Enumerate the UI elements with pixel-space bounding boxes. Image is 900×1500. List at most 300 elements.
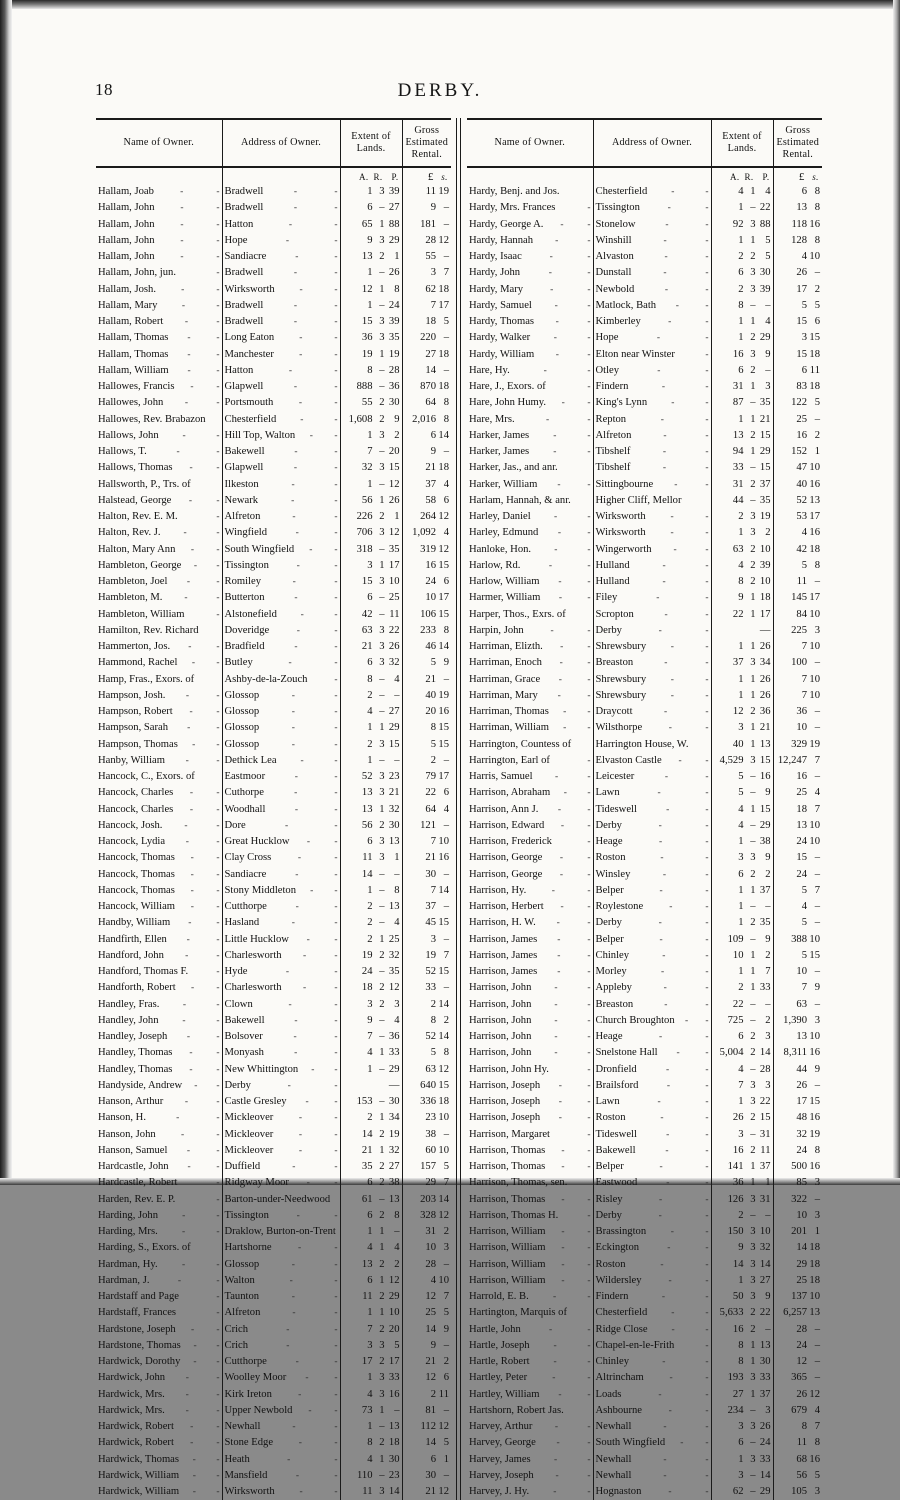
owner-name-text: Hampson, Robert <box>98 706 173 718</box>
extent-roods: 1 <box>379 494 385 506</box>
owner-name-text: Hammerton, Jos. <box>98 641 171 653</box>
table-row[interactable] <box>467 932 822 948</box>
owner-address-cell <box>593 720 711 736</box>
table-row[interactable] <box>467 330 822 346</box>
table-row[interactable] <box>467 379 822 395</box>
table-row[interactable] <box>467 1354 822 1370</box>
table-row[interactable] <box>96 395 451 411</box>
rental-shillings: 4 <box>814 1404 820 1416</box>
table-row[interactable] <box>467 265 822 281</box>
table-row[interactable] <box>96 1240 451 1256</box>
rental-shillings: 2 <box>443 1226 449 1238</box>
table-row[interactable] <box>96 1029 451 1045</box>
table-row[interactable] <box>96 217 451 233</box>
rental-pounds: 63 <box>425 1063 436 1075</box>
table-row[interactable] <box>96 298 451 314</box>
table-row[interactable] <box>467 217 822 233</box>
table-row[interactable] <box>96 899 451 915</box>
table-row[interactable] <box>467 769 822 785</box>
table-row[interactable] <box>96 607 451 623</box>
table-row[interactable] <box>467 980 822 996</box>
table-row[interactable] <box>96 558 451 574</box>
owner-address-text: Newark <box>224 494 259 506</box>
owner-address-text: Glossop <box>224 738 260 750</box>
owner-name-text: Hartley, William <box>469 1388 540 1400</box>
table-row[interactable] <box>467 737 822 753</box>
leader-dash: - <box>587 430 591 441</box>
leader-dash: - <box>191 658 196 669</box>
extent-of-lands-cell <box>340 1484 402 1500</box>
table-row[interactable] <box>467 1484 822 1500</box>
rental-pounds: 12,247 <box>777 754 807 766</box>
owner-name-text: Harrison, Herbert <box>469 901 544 913</box>
extent-perches: 10 <box>759 576 771 588</box>
table-row[interactable] <box>96 428 451 444</box>
rental-pounds: 8,311 <box>783 1047 807 1059</box>
table-row[interactable] <box>96 1078 451 1094</box>
gross-estimated-rental-cell <box>773 623 822 639</box>
table-row[interactable] <box>467 1175 822 1191</box>
leader-dash: - <box>663 1454 667 1465</box>
owner-address-text: Ashby-de-la-Zouch <box>224 673 308 685</box>
table-row[interactable] <box>467 347 822 363</box>
extent-roods: 2 <box>750 478 756 490</box>
table-row[interactable] <box>467 1062 822 1078</box>
table-row[interactable] <box>96 444 451 460</box>
owner-name-cell <box>96 1419 222 1435</box>
table-row[interactable] <box>467 542 822 558</box>
table-row[interactable] <box>467 1338 822 1354</box>
table-row[interactable] <box>467 1387 822 1403</box>
leader-dash: - <box>334 430 338 441</box>
owner-name-cell <box>467 785 593 801</box>
table-row[interactable] <box>96 1289 451 1305</box>
rental-pounds: 53 <box>796 511 807 523</box>
table-row[interactable] <box>96 1143 451 1159</box>
table-row[interactable] <box>96 672 451 688</box>
table-row[interactable] <box>96 1338 451 1354</box>
gross-estimated-rental-cell <box>402 1468 451 1484</box>
rental-pounds: 14 <box>425 364 436 376</box>
table-row[interactable] <box>467 704 822 720</box>
owner-name-text: Harrison, William <box>469 1274 546 1286</box>
column-header-rental-line1: Gross <box>414 125 440 136</box>
leader-dash: - <box>334 1405 338 1416</box>
table-row[interactable] <box>467 363 822 379</box>
rental-shillings: 13 <box>809 494 820 506</box>
table-row[interactable] <box>467 1257 822 1273</box>
owner-name-text: Harrison, Edward <box>469 819 545 831</box>
table-row[interactable] <box>467 395 822 411</box>
table-row[interactable] <box>96 493 451 509</box>
owner-address-text: Bradwell <box>224 202 264 214</box>
table-row[interactable] <box>467 444 822 460</box>
table-row[interactable] <box>467 298 822 314</box>
table-row[interactable] <box>96 867 451 883</box>
table-row[interactable] <box>96 915 451 931</box>
gross-estimated-rental-cell <box>773 395 822 411</box>
extent-perches: 4 <box>394 1242 400 1254</box>
table-row[interactable] <box>467 899 822 915</box>
table-row[interactable] <box>467 1192 822 1208</box>
table-row[interactable] <box>467 590 822 606</box>
table-row[interactable] <box>467 282 822 298</box>
owner-name-text: Hartle, John <box>469 1323 521 1335</box>
rental-shillings: 10 <box>809 1031 820 1043</box>
column-header-name: Name of Owner. <box>494 137 565 149</box>
table-row[interactable] <box>96 1322 451 1338</box>
table-row[interactable] <box>96 1094 451 1110</box>
extent-acres: 725 <box>727 1014 744 1026</box>
owner-address-cell <box>593 948 711 964</box>
table-row[interactable] <box>96 1208 451 1224</box>
table-row[interactable] <box>96 233 451 249</box>
table-row[interactable] <box>96 688 451 704</box>
table-row[interactable] <box>467 1322 822 1338</box>
leader-dash: - <box>294 642 298 653</box>
table-row[interactable] <box>96 460 451 476</box>
leader-dash: - <box>292 1422 296 1433</box>
extent-roods: – <box>750 819 756 831</box>
table-row[interactable] <box>467 1370 822 1386</box>
extent-acres: 1 <box>367 1421 373 1433</box>
owner-address-cell <box>593 412 711 428</box>
leader-dash: - <box>184 1097 188 1108</box>
extent-of-lands-cell <box>340 1224 402 1240</box>
leader-dash: - <box>216 1064 220 1075</box>
table-row[interactable] <box>96 184 451 200</box>
unit-blank-address <box>222 168 340 184</box>
owner-address-text: Bakewell <box>224 446 265 458</box>
table-row[interactable] <box>96 1110 451 1126</box>
table-row[interactable] <box>467 1305 822 1321</box>
table-row[interactable] <box>467 412 822 428</box>
table-row[interactable] <box>96 1305 451 1321</box>
table-row[interactable] <box>96 282 451 298</box>
table-row[interactable] <box>467 233 822 249</box>
table-row[interactable] <box>96 314 451 330</box>
rental-pounds: 5 <box>801 559 807 571</box>
table-row[interactable] <box>96 834 451 850</box>
table-row[interactable] <box>96 964 451 980</box>
table-row[interactable] <box>96 785 451 801</box>
leader-dash: - <box>334 577 338 588</box>
table-row[interactable] <box>467 1452 822 1468</box>
rental-shillings: 12 <box>438 543 449 555</box>
extent-of-lands-cell <box>340 1240 402 1256</box>
table-row[interactable] <box>96 1484 451 1500</box>
table-row[interactable] <box>96 818 451 834</box>
owner-address-text: Stone Edge <box>224 1437 274 1449</box>
owner-address-text: Glapwell <box>224 381 264 393</box>
table-row[interactable] <box>96 1370 451 1386</box>
owner-address-text: Bradwell <box>224 267 264 279</box>
rental-shillings: – <box>443 251 449 263</box>
table-row[interactable] <box>467 802 822 818</box>
gross-estimated-rental-cell <box>402 997 451 1013</box>
table-row[interactable] <box>467 1240 822 1256</box>
extent-roods: 2 <box>750 1031 756 1043</box>
leader-dash: - <box>666 1080 671 1091</box>
table-row[interactable] <box>96 574 451 590</box>
owner-name-text: Hardy, Thomas <box>469 316 535 328</box>
extent-of-lands-cell <box>711 1208 773 1224</box>
rental-pounds: 319 <box>420 543 436 555</box>
owner-name-text: Harrold, E. B. <box>469 1291 529 1303</box>
table-row[interactable] <box>96 639 451 655</box>
leader-dash: - <box>561 1162 565 1173</box>
table-row[interactable] <box>467 1127 822 1143</box>
table-row[interactable] <box>96 704 451 720</box>
owner-name-text: Harriman, Thomas <box>469 706 549 718</box>
table-row[interactable] <box>96 412 451 428</box>
table-row[interactable] <box>467 1110 822 1126</box>
owner-address-cell <box>593 477 711 493</box>
table-row[interactable] <box>96 509 451 525</box>
owner-address-cell <box>222 850 340 866</box>
leader-dash: - <box>334 1048 338 1059</box>
table-row[interactable] <box>96 200 451 216</box>
leader-dash: - <box>705 187 709 198</box>
rental-shillings: – <box>443 1469 449 1481</box>
leader-dash: - <box>334 187 338 198</box>
extent-roods: 2 <box>750 1307 756 1319</box>
owner-address-cell <box>593 623 711 639</box>
table-row[interactable] <box>467 883 822 899</box>
owner-address-cell <box>222 623 340 639</box>
table-row[interactable] <box>467 1403 822 1419</box>
table-row[interactable] <box>467 525 822 541</box>
table-row[interactable] <box>96 1127 451 1143</box>
rental-pounds: 13 <box>796 202 807 214</box>
owner-address-text: Shrewsbury <box>595 689 647 701</box>
table-row[interactable] <box>96 850 451 866</box>
table-row[interactable] <box>96 802 451 818</box>
table-row[interactable] <box>96 1159 451 1175</box>
table-row[interactable] <box>467 558 822 574</box>
table-row[interactable] <box>96 932 451 948</box>
owner-name-text: Hardy, William <box>469 348 535 360</box>
extent-roods: – <box>379 1063 385 1075</box>
table-row[interactable] <box>467 607 822 623</box>
table-row[interactable] <box>467 477 822 493</box>
leader-dash: - <box>705 365 709 376</box>
owner-address-cell <box>222 460 340 476</box>
table-row[interactable] <box>467 1208 822 1224</box>
owner-name-text: Hancock, C., Exors. of <box>98 771 195 783</box>
table-row[interactable] <box>467 574 822 590</box>
table-row[interactable] <box>96 1013 451 1029</box>
table-row[interactable] <box>96 1387 451 1403</box>
leader-dash: - <box>705 203 709 214</box>
table-row[interactable] <box>467 1273 822 1289</box>
table-row[interactable] <box>96 363 451 379</box>
table-row[interactable] <box>467 688 822 704</box>
table-row[interactable] <box>96 590 451 606</box>
owner-name-text: Handby, William <box>98 917 171 929</box>
table-row[interactable] <box>467 428 822 444</box>
table-row[interactable] <box>96 1175 451 1191</box>
table-row[interactable] <box>467 639 822 655</box>
table-row[interactable] <box>467 1013 822 1029</box>
owner-name-text: Harker, James <box>469 429 530 441</box>
extent-of-lands-cell <box>711 395 773 411</box>
table-row[interactable] <box>96 330 451 346</box>
leader-dash: - <box>587 658 591 669</box>
table-row[interactable] <box>96 997 451 1013</box>
rental-pounds: 328 <box>420 1209 436 1221</box>
owner-address-cell <box>593 298 711 314</box>
owner-name-cell <box>96 883 222 899</box>
table-row[interactable] <box>467 850 822 866</box>
table-row[interactable] <box>467 753 822 769</box>
table-row[interactable] <box>467 997 822 1013</box>
table-row[interactable] <box>96 753 451 769</box>
table-row[interactable] <box>96 1062 451 1078</box>
table-row[interactable] <box>467 655 822 671</box>
table-row[interactable] <box>96 737 451 753</box>
table-row[interactable] <box>96 1224 451 1240</box>
owner-address-text: Mickleover <box>224 1144 274 1156</box>
leader-dash: - <box>185 755 189 766</box>
table-row[interactable] <box>96 249 451 265</box>
table-row[interactable] <box>467 1159 822 1175</box>
table-row[interactable] <box>96 980 451 996</box>
gross-estimated-rental-cell <box>773 980 822 996</box>
owner-name-text: Hardwick, Mrs. <box>98 1404 165 1416</box>
table-row[interactable] <box>96 1192 451 1208</box>
extent-perches: 88 <box>388 218 400 230</box>
column-header-rental-line3: Rental. <box>411 149 443 161</box>
table-row[interactable] <box>96 1273 451 1289</box>
gross-estimated-rental-cell <box>773 1127 822 1143</box>
extent-of-lands-cell <box>340 1354 402 1370</box>
leader-dash: - <box>291 1292 295 1303</box>
table-row[interactable] <box>96 655 451 671</box>
owner-name-cell <box>96 395 222 411</box>
leader-dash: - <box>705 235 709 246</box>
leader-dash: - <box>181 300 186 311</box>
owner-address-text: Chesterfield <box>595 186 648 198</box>
table-row[interactable] <box>96 542 451 558</box>
leader-dash: - <box>298 1145 302 1156</box>
table-row[interactable] <box>467 1468 822 1484</box>
leader-dash: - <box>189 788 193 799</box>
table-row[interactable] <box>467 509 822 525</box>
table-row[interactable] <box>467 1094 822 1110</box>
table-row[interactable] <box>96 379 451 395</box>
extent-perches: 14 <box>759 1258 771 1270</box>
table-row[interactable] <box>467 1078 822 1094</box>
owner-address-text: Leicester <box>595 771 635 783</box>
table-row[interactable] <box>467 623 822 639</box>
table-row[interactable] <box>96 1419 451 1435</box>
table-row[interactable] <box>96 265 451 281</box>
table-row[interactable] <box>467 184 822 200</box>
table-row[interactable] <box>96 883 451 899</box>
owner-name-cell <box>467 542 593 558</box>
table-row[interactable] <box>467 915 822 931</box>
table-row[interactable] <box>467 1289 822 1305</box>
extent-roods: 3 <box>379 657 385 669</box>
table-row[interactable] <box>467 1045 822 1061</box>
leader-dash: - <box>334 398 338 409</box>
leader-dash: - <box>587 365 591 376</box>
table-row[interactable] <box>467 460 822 476</box>
table-row[interactable] <box>467 818 822 834</box>
table-row[interactable] <box>467 249 822 265</box>
leader-dash: - <box>216 203 220 214</box>
table-row[interactable] <box>96 720 451 736</box>
owner-name-text: Harrison, Margaret <box>469 1128 550 1140</box>
table-row[interactable] <box>467 867 822 883</box>
table-row[interactable] <box>96 477 451 493</box>
table-row[interactable] <box>96 1045 451 1061</box>
table-row[interactable] <box>96 1435 451 1451</box>
owner-address-text: Winshill <box>595 234 632 246</box>
leader-dash: - <box>705 398 709 409</box>
extent-perches: 26 <box>759 673 771 685</box>
owner-name-text: Hallam, Thomas <box>98 332 169 344</box>
owner-name-text: Harriman, Grace <box>469 673 541 685</box>
table-row[interactable] <box>96 1468 451 1484</box>
owner-name-text: Hardy, Benj. and Jos. <box>469 186 560 198</box>
table-row[interactable] <box>467 785 822 801</box>
gross-estimated-rental-cell <box>402 265 451 281</box>
table-row[interactable] <box>467 1143 822 1159</box>
table-row[interactable] <box>467 1029 822 1045</box>
table-row[interactable] <box>96 948 451 964</box>
table-row[interactable] <box>467 720 822 736</box>
table-row[interactable] <box>96 347 451 363</box>
gross-estimated-rental-cell <box>402 932 451 948</box>
table-row[interactable] <box>96 769 451 785</box>
table-row[interactable] <box>467 1435 822 1451</box>
table-row[interactable] <box>467 200 822 216</box>
unit-extent <box>340 168 402 184</box>
rental-shillings: 7 <box>443 949 449 961</box>
extent-of-lands-cell <box>340 1435 402 1451</box>
unit-blank-name <box>96 168 222 184</box>
table-row[interactable] <box>467 1224 822 1240</box>
leader-dash: - <box>705 382 709 393</box>
leader-dash: - <box>216 707 220 718</box>
table-row[interactable] <box>467 1419 822 1435</box>
table-row[interactable] <box>96 525 451 541</box>
table-row[interactable] <box>467 834 822 850</box>
leader-dash: - <box>563 723 567 734</box>
table-row[interactable] <box>96 1257 451 1273</box>
gross-estimated-rental-cell <box>773 818 822 834</box>
extent-roods: 3 <box>750 1291 756 1303</box>
leader-dash: - <box>334 772 338 783</box>
table-row[interactable] <box>96 623 451 639</box>
table-row[interactable] <box>467 948 822 964</box>
extent-perches: 8 <box>394 1209 400 1221</box>
gross-estimated-rental-cell <box>402 1013 451 1029</box>
table-row[interactable] <box>467 672 822 688</box>
table-row[interactable] <box>467 314 822 330</box>
leader-dash: - <box>670 674 674 685</box>
rental-pounds: 21 <box>425 1356 436 1368</box>
table-row[interactable] <box>96 1354 451 1370</box>
extent-of-lands-cell <box>711 574 773 590</box>
table-row[interactable] <box>467 964 822 980</box>
table-row[interactable] <box>96 1452 451 1468</box>
table-row[interactable] <box>96 1403 451 1419</box>
table-row[interactable] <box>467 493 822 509</box>
owner-name-text: Hardy, Mary <box>469 283 524 295</box>
